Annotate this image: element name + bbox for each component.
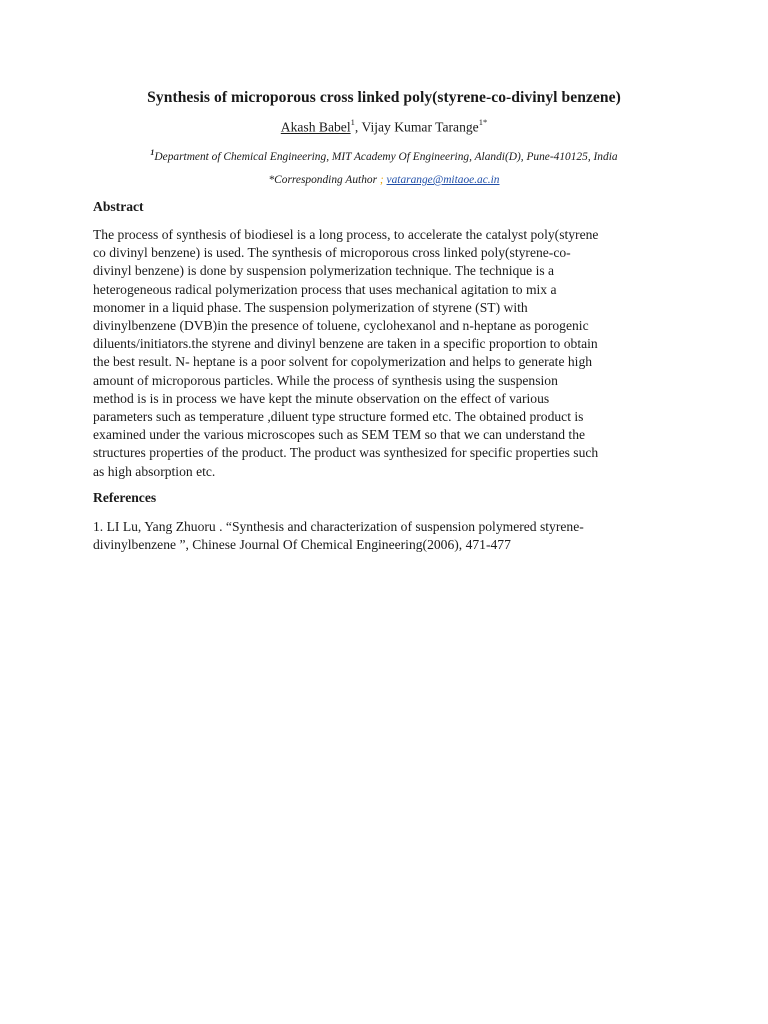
paper-title: Synthesis of microporous cross linked poly(styrene-co-divinyl benzene) (147, 89, 621, 106)
abstract-line: as high absorption etc. (93, 463, 216, 479)
author-list (0, 118, 768, 136)
abstract-body (93, 226, 683, 481)
abstract-line: co divinyl benzene) is used. The synthesis of microporous cross linked poly(styrene-co- (93, 245, 571, 261)
abstract-line: The process of synthesis of biodiesel is a long process, to accelerate the catalyst poly(styrene (93, 227, 599, 242)
author-name-2: Vijay Kumar Tarange (361, 119, 479, 135)
references-heading: References (93, 490, 157, 505)
affiliation-mark: 1 (150, 148, 155, 157)
abstract-line: the best result. N- heptane is a poor solvent for copolymerization and helps to generate high (93, 354, 593, 370)
author-affiliation-mark-2: 1* (478, 117, 488, 127)
author-name-1: Akash Babel (280, 119, 351, 135)
author-affiliation-mark-1: 1 (350, 117, 355, 127)
abstract-line: heterogeneous radical polymerization process that uses mechanical agitation to mix a (93, 281, 557, 297)
abstract-line: monomer in a liquid phase. The suspension polymerization of styrene (ST) with (93, 299, 528, 315)
reference-line: 1. LI Lu, Yang Zhuoru . “Synthesis and characterization of suspension polymered styrene- (93, 519, 584, 534)
corresponding-author (0, 174, 768, 186)
reference-item (93, 518, 683, 554)
abstract-heading: Abstract (93, 199, 144, 214)
abstract-line: divinyl benzene) is done by suspension polymerization technique. The technique is a (93, 263, 555, 279)
abstract-line: examined under the various microscopes such as SEM TEM so that we can understand the (93, 427, 586, 443)
abstract-line: structures properties of the product. The product was synthesized for specific properties such (93, 445, 599, 461)
abstract-line: diluents/initiators.the styrene and divinyl benzene are taken in a specific proportion to obtain (93, 336, 598, 352)
abstract-line: divinylbenzene (DVB)in the presence of toluene, cyclohexanol and n-heptane as porogenic (93, 318, 589, 334)
abstract-line: parameters such as temperature ,diluent type structure formed etc. The obtained product is (93, 409, 584, 425)
corresponding-label: *Corresponding Author (268, 174, 380, 186)
author-separator: , (354, 119, 362, 135)
affiliation-text: Department of Chemical Engineering, MIT Academy Of Engineering, Alandi(D), Pune-410125, India (154, 150, 618, 163)
abstract-line: method is is in process we have kept the minute observation on the effect of various (93, 390, 550, 406)
corresponding-separator: ; (379, 174, 387, 186)
abstract-line: amount of microporous particles. While the process of synthesis using the suspension (93, 372, 558, 388)
reference-line: divinylbenzene ”, Chinese Journal Of Chemical Engineering(2006), 471-477 (93, 537, 511, 553)
corresponding-email-link[interactable]: vatarange@mitaoe.ac.in (386, 174, 500, 186)
affiliation (0, 148, 768, 163)
